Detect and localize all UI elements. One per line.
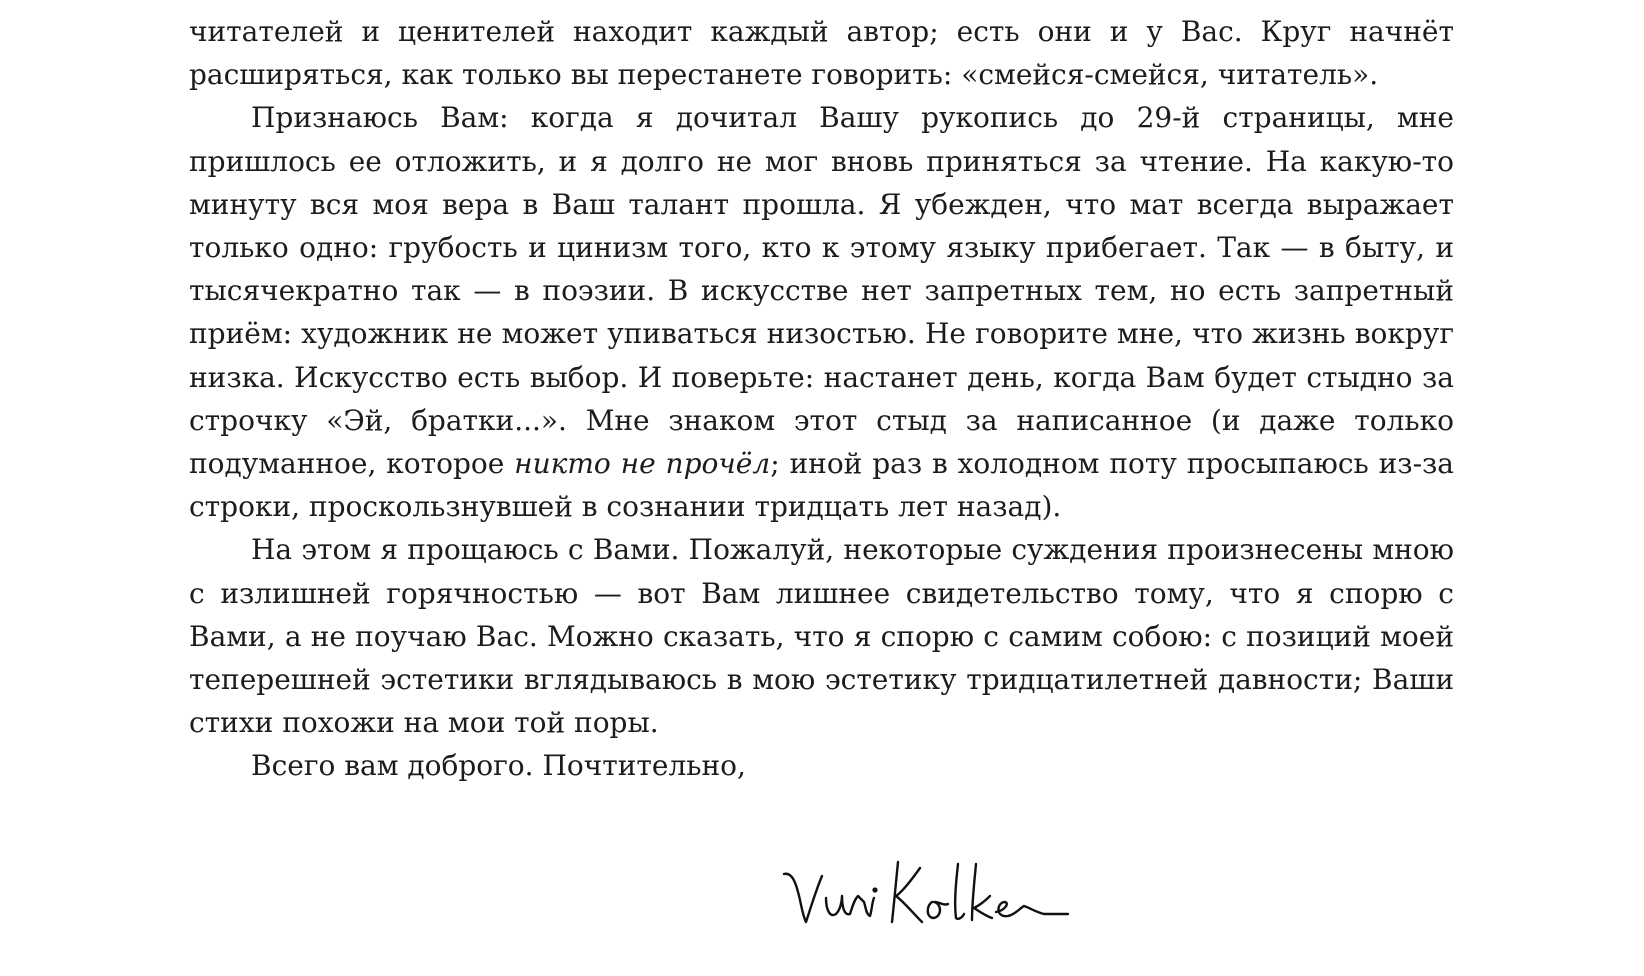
continuation-paragraph: читателей и ценителей находит каждый автор; есть они и у Вас. Круг начнёт расширяться, как только вы перестанете говорить: «смейся-смейся, читатель».	[189, 15, 1454, 92]
letter-body	[189, 10, 1454, 788]
closing-line: Всего вам доброго. Почтительно,	[251, 749, 746, 783]
paragraph-farewell: На этом я прощаюсь с Вами. Пожалуй, некоторые суждения произнесены мною с излишней горячностью — вот Вам лишнее свидетельство тому, что я спорю с Вами, а не поучаю Вас. Можно сказать, что я спорю с самим собою: с позиций моей теперешней эстетики вглядываюсь в мою эстетику тридцатилетней давности; Ваши стихи похожи на мои той поры.	[189, 533, 1454, 740]
italic-phrase: никто не прочёл	[514, 447, 771, 481]
signature-drawing	[780, 852, 1070, 942]
handwritten-signature	[780, 852, 1070, 942]
paragraph-confession-text: Признаюсь Вам: когда я дочитал Вашу рукопись до 29-й страницы, мне пришлось ее отложить, и я долго не мог вновь приняться за чтение. На какую-то минуту вся моя вера в Ваш талант прошла. Я убежден, что мат всегда выражает только одно: грубость и цинизм того, кто к этому языку прибегает. Так — в быту, и тысячекратно так — в поэзии. В искусстве нет запретных тем, но есть запретный приём: художник не может упиваться низостью. Не говорите мне, что жизнь вокруг низка. Искусство есть выбор. И поверьте: настанет день, когда Вам будет стыдно за строчку «Эй, братки...». Мне знаком этот стыд за написанное (и даже только подуманное, которое	[189, 101, 1454, 481]
paragraph-confession	[189, 96, 1454, 528]
paragraph-confession-end: ; иной раз в холодном поту просыпаюсь из-за строки, проскользнувшей в сознании тридцать лет назад).	[189, 447, 1454, 524]
